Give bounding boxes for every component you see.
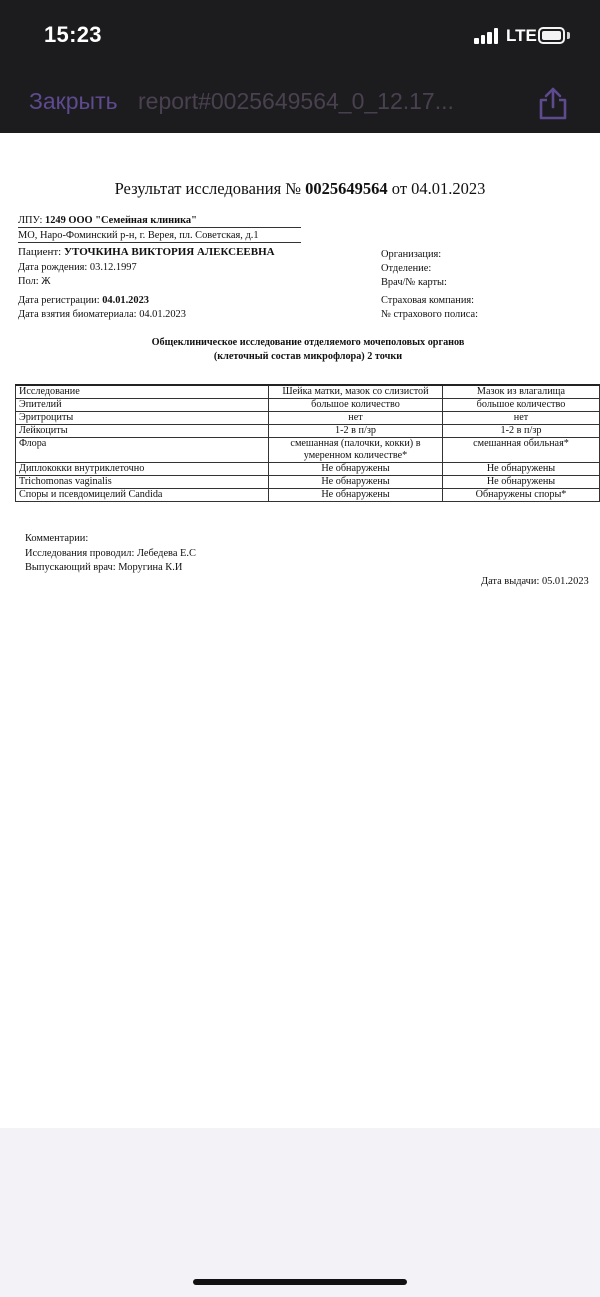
dept-label: Отделение: [381,263,432,274]
row-name: Лейкоциты [16,425,269,438]
home-indicator[interactable] [193,1279,407,1285]
address: МО, Наро-Фоминский р-н, г. Верея, пл. Советская, д.1 [18,230,259,241]
close-button[interactable]: Закрыть [29,88,118,114]
status-time: 15:23 [44,22,102,47]
cell: Не обнаружены [443,463,600,476]
cell: нет [443,412,600,425]
report-date: от 04.01.2023 [391,179,486,198]
nav-bar [0,75,600,133]
table-header: Мазок из влагалища [443,385,600,399]
reg-date: 04.01.2023 [102,295,149,306]
birth-line: Дата рождения: 03.12.1997 [18,262,137,273]
lpu-line: ЛПУ: 1249 ООО "Семейная клиника" [18,215,197,226]
battery-cap [567,32,570,39]
table-row [16,425,600,438]
policy-label: № страхового полиса: [381,309,479,320]
cell: смешанная обильная* [443,438,600,463]
cell: Не обнаружены [269,476,443,489]
cell: Обнаружены споры* [443,489,600,502]
report-title: Результат исследования № 0025649564 от 04.01.2023 [114,179,486,198]
insurer-label: Страховая компания: [381,295,475,306]
cell: Не обнаружены [269,463,443,476]
divider [18,227,301,228]
report-document [0,148,600,608]
comments-label: Комментарии: [25,533,89,544]
reg-line: Дата регистрации: 04.01.2023 [18,295,149,306]
performed-by: Исследования проводил: Лебедева Е.С [25,548,196,559]
table-row [16,489,600,502]
study-title: Общеклиническое исследование отделяемого мочеполовых органов [151,337,465,348]
cell: Не обнаружены [443,476,600,489]
row-name: Trichomonas vaginalis [16,476,269,489]
biomat-date: 04.01.2023 [139,309,186,320]
row-name: Флора [16,438,269,463]
patient-line: Пациент: УТОЧКИНА ВИКТОРИЯ АЛЕКСЕЕВНА [18,246,275,258]
row-name: Эритроциты [16,412,269,425]
document-title: report#0025649564_0_12.17... [138,88,454,114]
row-name: Диплококки внутриклеточно [16,463,269,476]
results-table [15,384,600,502]
table-header: Исследование [16,385,269,399]
study-subtitle: (клеточный состав микрофлора) 2 точки [213,351,403,362]
divider [18,242,301,243]
cell: нет [269,412,443,425]
cell: большое количество [269,399,443,412]
cell: смешанная (палочки, кокки) в умеренном количестве* [269,438,443,463]
lpu-value: 1249 ООО "Семейная клиника" [45,215,197,226]
cell: Не обнаружены [269,489,443,502]
birth-date: 03.12.1997 [89,262,137,273]
issue-date: Дата выдачи: 05.01.2023 [481,576,589,587]
network-type: LTE [506,26,537,45]
row-name: Эпителий [16,399,269,412]
table-header: Шейка матки, мазок со слизистой [269,385,443,399]
table-row [16,438,600,463]
cell: 1-2 в п/зр [443,425,600,438]
signal-icon [474,28,500,44]
report-number: 0025649564 [305,179,388,198]
issuing-doctor: Выпускающий врач: Моругина К.И [25,562,183,573]
cell: 1-2 в п/зр [269,425,443,438]
row-name: Споры и псевдомицелий Candida [16,489,269,502]
sex-line: Пол: Ж [18,276,51,287]
status-bar [0,0,600,75]
share-icon[interactable] [536,85,570,121]
battery-icon [538,27,565,44]
footer-area [0,1128,600,1297]
sex-value: Ж [41,276,51,287]
cell: большое количество [443,399,600,412]
table-row [16,463,600,476]
doctor-card-label: Врач/№ карты: [381,277,447,288]
table-row [16,399,600,412]
table-row [16,476,600,489]
table-header-row [16,385,600,399]
org-label: Организация: [381,249,442,260]
patient-name: УТОЧКИНА ВИКТОРИЯ АЛЕКСЕЕВНА [63,246,275,258]
biomat-line: Дата взятия биоматериала: 04.01.2023 [18,309,186,320]
table-row [16,412,600,425]
